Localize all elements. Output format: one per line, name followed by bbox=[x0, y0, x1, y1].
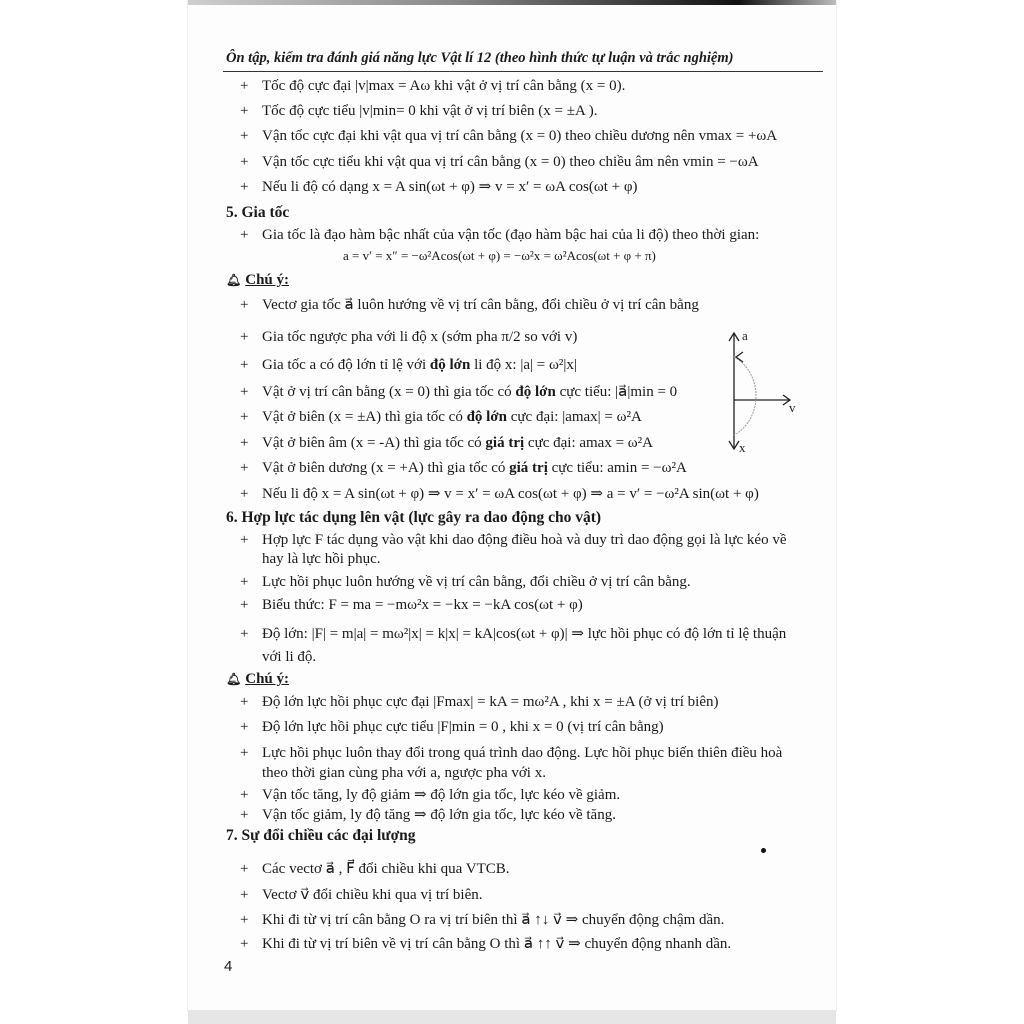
list-item bbox=[240, 226, 759, 244]
item-text: Vật ở vị trí cân bằng (x = 0) thì gia tốc có bbox=[262, 384, 516, 400]
label-x: x bbox=[739, 440, 746, 455]
item-text: Lực hồi phục luôn hướng về vị trí cân bằng, đổi chiều ở vị trí cân bằng. bbox=[262, 574, 691, 590]
list-item bbox=[240, 296, 699, 314]
item-text: Vận tốc cực tiểu khi vật qua vị trí cân bằng (x = 0) theo chiều âm nên vmin = −ωA bbox=[262, 154, 759, 170]
item-text: Vectơ gia tốc a⃗ luôn hướng về vị trí cân bằng, đổi chiều ở vị trí cân bằng bbox=[262, 297, 699, 313]
acceleration-formula: a = v′ = x″ = −ω²Acos(ωt + φ) = −ω²x = ω²Acos(ωt + φ + π) bbox=[343, 248, 656, 263]
bullet: + bbox=[240, 912, 249, 928]
note-label: Chú ý: bbox=[245, 671, 289, 687]
list-item bbox=[240, 383, 677, 401]
item-bold: độ lớn bbox=[429, 357, 471, 373]
item-continuation: với li độ. bbox=[262, 649, 317, 665]
list-item bbox=[240, 806, 616, 824]
item-text: Biểu thức: F = ma = −mω²x = −kx = −kA cos(ωt + φ) bbox=[262, 597, 583, 613]
phase-arc bbox=[734, 357, 756, 435]
list-item bbox=[240, 102, 598, 120]
item-bold: giá trị bbox=[509, 460, 548, 476]
bullet: + bbox=[240, 179, 249, 195]
item-text: Khi đi từ vị trí cân bằng O ra vị trí biên thì a⃗ ↑↓ v⃗ ⇒ chuyển động chậm dần. bbox=[262, 912, 725, 928]
phase-diagram bbox=[712, 328, 812, 458]
section-6-heading: 6. Hợp lực tác dụng lên vật (lực gây ra dao động cho vật) bbox=[226, 509, 602, 526]
list-item bbox=[240, 935, 731, 953]
list-item bbox=[240, 596, 583, 614]
bullet: + bbox=[240, 694, 249, 710]
item-text: Vật ở biên âm (x = -A) thì gia tốc có bbox=[262, 435, 486, 451]
bullet: + bbox=[240, 227, 249, 243]
list-item bbox=[240, 744, 782, 762]
bullet: + bbox=[240, 861, 249, 877]
item-text: Nếu li độ có dạng x = A sin(ωt + φ) ⇒ v = x′ = ωA cos(ωt + φ) bbox=[262, 179, 638, 195]
note-label: Chú ý: bbox=[245, 272, 289, 288]
item-bold: độ lớn bbox=[466, 409, 507, 425]
bullet: + bbox=[240, 357, 249, 373]
item-text: Gia tốc là đạo hàm bậc nhất của vận tốc (đạo hàm bậc hai của li độ) theo thời gian: bbox=[262, 227, 760, 243]
bullet: + bbox=[240, 486, 249, 502]
bullet: + bbox=[240, 532, 249, 548]
list-item bbox=[240, 356, 577, 374]
item-text: Lực hồi phục luôn thay đổi trong quá trình dao động. Lực hồi phục biến thiên điều hoà bbox=[262, 745, 783, 761]
item-continuation: theo thời gian cùng pha với a, ngược pha với x. bbox=[262, 765, 546, 781]
list-item bbox=[240, 531, 787, 549]
list-item bbox=[240, 178, 637, 196]
bullet: + bbox=[240, 745, 249, 761]
bullet: + bbox=[240, 460, 249, 476]
bullet: + bbox=[240, 936, 249, 952]
bullet: + bbox=[240, 103, 249, 119]
item-text: cực đại: amax = ω²A bbox=[524, 435, 654, 451]
list-item bbox=[240, 860, 510, 878]
list-item bbox=[240, 886, 483, 904]
list-item bbox=[240, 408, 642, 426]
list-item bbox=[240, 718, 664, 736]
bullet: + bbox=[240, 574, 249, 590]
item-text: Vật ở biên (x = ±A) thì gia tốc có bbox=[262, 409, 467, 425]
item-text: Vật ở biên dương (x = +A) thì gia tốc có bbox=[262, 460, 510, 476]
bullet: + bbox=[240, 78, 249, 94]
item-text: Tốc độ cực đại |v|max = Aω khi vật ở vị trí cân bằng (x = 0). bbox=[262, 78, 626, 94]
item-text: Độ lớn lực hồi phục cực tiểu |F|min = 0 , khi x = 0 (vị trí cân bằng) bbox=[262, 719, 664, 735]
bullet: + bbox=[240, 787, 249, 803]
item-text: Nếu li độ x = A sin(ωt + φ) ⇒ v = x′ = ωA cos(ωt + φ) ⇒ a = v′ = −ω²A sin(ωt + φ) bbox=[262, 486, 759, 502]
list-item bbox=[240, 127, 777, 145]
bullet: + bbox=[240, 626, 249, 642]
list-item bbox=[240, 153, 759, 171]
label-a: a bbox=[742, 328, 748, 343]
item-text: cực đại: |amax| = ω²A bbox=[507, 409, 642, 425]
running-header: Ôn tập, kiểm tra đánh giá năng lực Vật lí 12 (theo hình thức tự luận và trắc nghiệm) bbox=[226, 50, 734, 66]
item-text: Vận tốc giảm, ly độ tăng ⇒ độ lớn gia tốc, lực kéo về tăng. bbox=[262, 807, 616, 823]
list-item bbox=[240, 693, 718, 711]
list-item bbox=[240, 77, 625, 95]
section-5-heading: 5. Gia tốc bbox=[226, 204, 290, 221]
bullet: + bbox=[240, 887, 249, 903]
item-text: li độ x: |a| = ω²|x| bbox=[470, 357, 577, 373]
bullet: + bbox=[240, 329, 249, 345]
bullet: + bbox=[240, 297, 249, 313]
header-rule bbox=[223, 71, 823, 72]
item-continuation: hay là lực hồi phục. bbox=[262, 551, 381, 567]
bullet: + bbox=[240, 597, 249, 613]
bullet: + bbox=[240, 409, 249, 425]
item-bold: giá trị bbox=[485, 435, 525, 451]
item-text: Khi đi từ vị trí biên về vị trí cân bằng O thì a⃗ ↑↑ v⃗ ⇒ chuyển động nhanh dần. bbox=[262, 936, 732, 952]
ink-speck bbox=[761, 848, 766, 853]
bullet: + bbox=[240, 128, 249, 144]
note-heading bbox=[226, 272, 289, 289]
item-text: Tốc độ cực tiểu |v|min= 0 khi vật ở vị trí biên (x = ±A ). bbox=[262, 103, 598, 119]
bell-icon: 🔔︎ bbox=[226, 672, 242, 686]
item-text: Vận tốc cực đại khi vật qua vị trí cân bằng (x = 0) theo chiều dương nên vmax = +ωA bbox=[262, 128, 778, 144]
note-heading bbox=[226, 671, 289, 688]
book-page bbox=[188, 0, 836, 1010]
item-text: Gia tốc a có độ lớn tỉ lệ với bbox=[262, 357, 430, 373]
label-v: v bbox=[789, 400, 796, 415]
page-top-edge bbox=[188, 0, 836, 5]
list-item bbox=[240, 459, 687, 477]
list-item bbox=[240, 911, 724, 929]
bullet: + bbox=[240, 435, 249, 451]
item-text: Độ lớn lực hồi phục cực đại |Fmax| = kA = mω²A , khi x = ±A (ở vị trí biên) bbox=[262, 694, 719, 710]
page-number: 4 bbox=[224, 958, 233, 975]
section-7-heading: 7. Sự đổi chiều các đại lượng bbox=[226, 827, 416, 844]
list-item bbox=[240, 328, 577, 346]
bullet: + bbox=[240, 719, 249, 735]
list-item bbox=[240, 625, 786, 643]
left-margin-background bbox=[0, 0, 188, 1024]
bell-icon: 🔔︎ bbox=[226, 273, 242, 287]
bullet: + bbox=[240, 807, 249, 823]
list-item bbox=[240, 573, 691, 591]
list-item bbox=[240, 485, 759, 503]
list-item bbox=[240, 434, 653, 452]
item-text: Độ lớn: |F| = m|a| = mω²|x| = k|x| = kA|cos(ωt + φ)| ⇒ lực hồi phục có độ lớn tỉ lệ thuận bbox=[262, 626, 787, 642]
item-bold: độ lớn bbox=[515, 384, 556, 400]
item-text: Vectơ v⃗ đổi chiều khi qua vị trí biên. bbox=[262, 887, 483, 903]
bullet: + bbox=[240, 384, 249, 400]
item-text: Các vectơ a⃗ , F⃗ đổi chiều khi qua VTCB. bbox=[262, 861, 510, 877]
page-bottom-edge bbox=[188, 1010, 836, 1024]
item-text: cực tiểu: |a⃗|min = 0 bbox=[555, 384, 678, 400]
item-text: cực tiểu: amin = −ω²A bbox=[547, 460, 687, 476]
item-text: Hợp lực F tác dụng vào vật khi dao động điều hoà và duy trì dao động gọi là lực kéo về bbox=[262, 532, 787, 548]
item-text: Gia tốc ngược pha với li độ x (sớm pha π/2 so với v) bbox=[262, 329, 578, 345]
list-item bbox=[240, 786, 620, 804]
bullet: + bbox=[240, 154, 249, 170]
item-text: Vận tốc tăng, ly độ giảm ⇒ độ lớn gia tốc, lực kéo về giảm. bbox=[262, 787, 621, 803]
